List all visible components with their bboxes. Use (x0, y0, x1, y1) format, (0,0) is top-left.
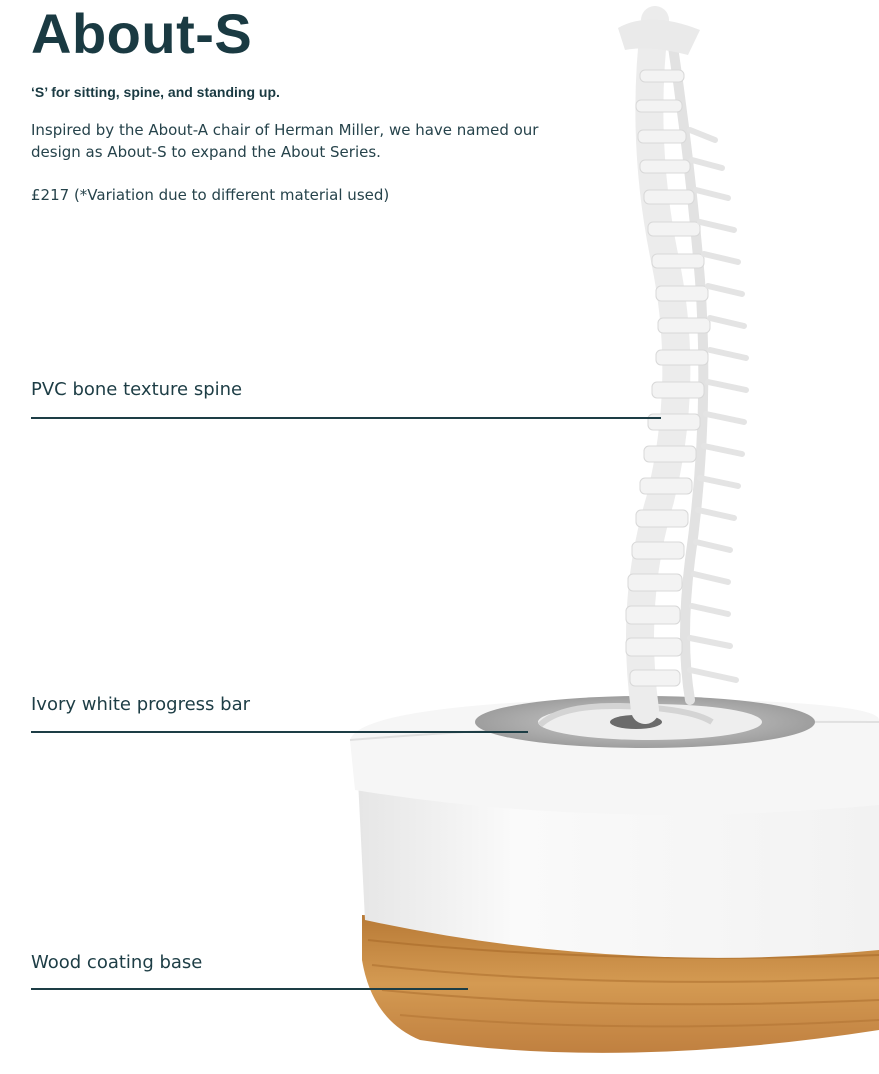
feature-divider-spine (31, 417, 661, 419)
description: Inspired by the About-A chair of Herman Miller, we have named our design as About-S to expand the About Series. (31, 121, 539, 161)
price: £217 (*Variation due to different material used) (31, 186, 390, 204)
feature-label-base: Wood coating base (31, 952, 203, 973)
page-title: About-S (31, 2, 253, 65)
feature-label-progress-bar: Ivory white progress bar (31, 694, 251, 715)
feature-divider-base (31, 988, 468, 990)
top-disc (350, 696, 879, 815)
spine (618, 19, 746, 710)
feature-divider-progress-bar (31, 731, 528, 733)
feature-label-spine: PVC bone texture spine (31, 379, 243, 400)
tagline: ‘S’ for sitting, spine, and standing up. (31, 84, 280, 100)
